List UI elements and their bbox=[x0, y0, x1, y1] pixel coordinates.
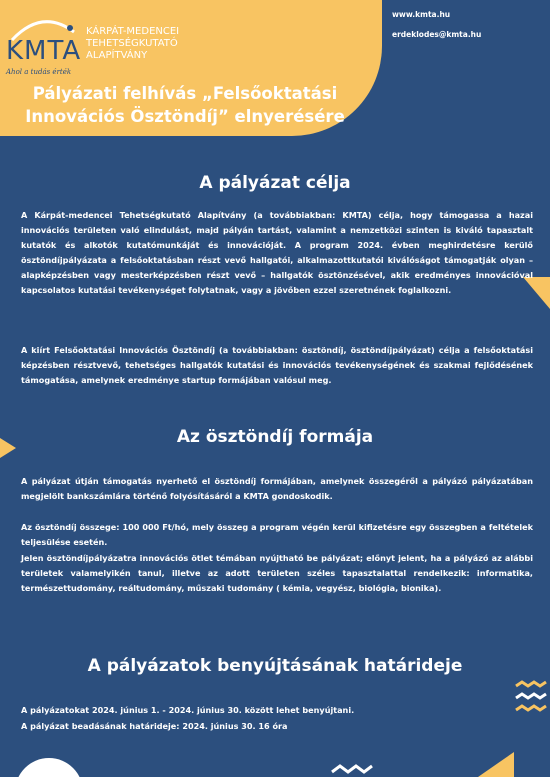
deadline-heading: A pályázatok benyújtásának határideje bbox=[87, 656, 463, 676]
org-name bbox=[86, 26, 179, 62]
logo-tagline: Ahol a tudás érték bbox=[6, 68, 72, 76]
goal-paragraph-1: A Kárpát-medencei Tehetségkutató Alapítvány (a továbbiakban: KMTA) célja, hogy támogassa a hazai innovációs területen való elindulást, majd pályán tartást, valamint a nemzetközi szinten is kiváló tapasztalt kutatók és alkotók kutatómunkáját és innovációját. A program 2024. évben meghirdetésre kerülő ösztöndíjpályázata a felsőoktatásban részt vevő hallgatói, alkalmazottkutatói kiválóságot támogatják olyan – alapképzésben vagy mesterképzésben részt vevő – hallgatók ösztönzésével, akik eredményes innovációval kapcsolatos kutatási tevékenységet folytatnak, vagy a jövőben ezzel szeretnének foglalkozni. bbox=[21, 210, 533, 296]
deadline-paragraph-2: A pályázat beadásának határideje: 2024. június 30. 16 óra bbox=[21, 721, 288, 731]
email-link[interactable]: erdeklodes@kmta.hu bbox=[392, 30, 482, 39]
goal-paragraph-2: A kiírt Felsőoktatási Innovációs Ösztöndíj (a továbbiakban: ösztöndíj, ösztöndíjpályázat) célja a felsőoktatási képzésben résztvevő, tehetséges hallgatók kutatási és innovációs tevékenységének és szakmai fejlődésének támogatása, amelynek eredménye startup formájában valósul meg. bbox=[21, 345, 533, 386]
page-title-line-1: Pályázati felhívás „Felsőoktatási bbox=[32, 84, 338, 103]
goal-heading: A pályázat célja bbox=[199, 173, 351, 193]
wave-decoration-icon bbox=[330, 760, 380, 777]
page-title-line-2: Innovációs Ösztöndíj” elnyerésére bbox=[25, 107, 345, 126]
page-title bbox=[10, 82, 360, 128]
form-paragraph-3: Jelen ösztöndíjpályázatra innovációs ötlet témában nyújtható be pályázat; előnyt jelent, ha a pályázó az alábbi területek valamelyikén tanul, illetve az adott területen széles tapasztalattal rendelkezik: informatika, természettudomány, reáltudomány, műszaki tudomány ( kémia, vegyész, biológia, bionika). bbox=[21, 553, 533, 594]
org-name-line-3: ALAPÍTVÁNY bbox=[86, 50, 148, 61]
form-heading: Az ösztöndíj formája bbox=[176, 427, 374, 447]
kmta-logo bbox=[6, 10, 206, 76]
org-name-line-2: TEHETSÉGKUTATÓ bbox=[86, 38, 178, 49]
org-name-line-1: KÁRPÁT-MEDENCEI bbox=[86, 26, 180, 37]
deadline-paragraph-1: A pályázatokat 2024. június 1. - 2024. június 30. között lehet benyújtani. bbox=[21, 705, 355, 715]
form-paragraph-1: A pályázat útján támogatás nyerhető el ösztöndíj formájában, amelynek összegéről a pályázó pályázatában megjelölt bankszámlára történő folyósításáról a KMTA gondoskodik. bbox=[21, 476, 533, 502]
triangle-decoration-icon bbox=[478, 752, 514, 777]
contact-info bbox=[392, 10, 481, 50]
website-link[interactable]: www.kmta.hu bbox=[392, 10, 451, 19]
logo-text: KMTA bbox=[6, 36, 82, 66]
circle-decoration-icon bbox=[14, 752, 84, 777]
form-paragraph-2: Az ösztöndíj összege: 100 000 Ft/hó, mely összeg a program végén kerül kifizetésre egy összegben a feltételek teljesülése esetén. bbox=[21, 522, 533, 548]
